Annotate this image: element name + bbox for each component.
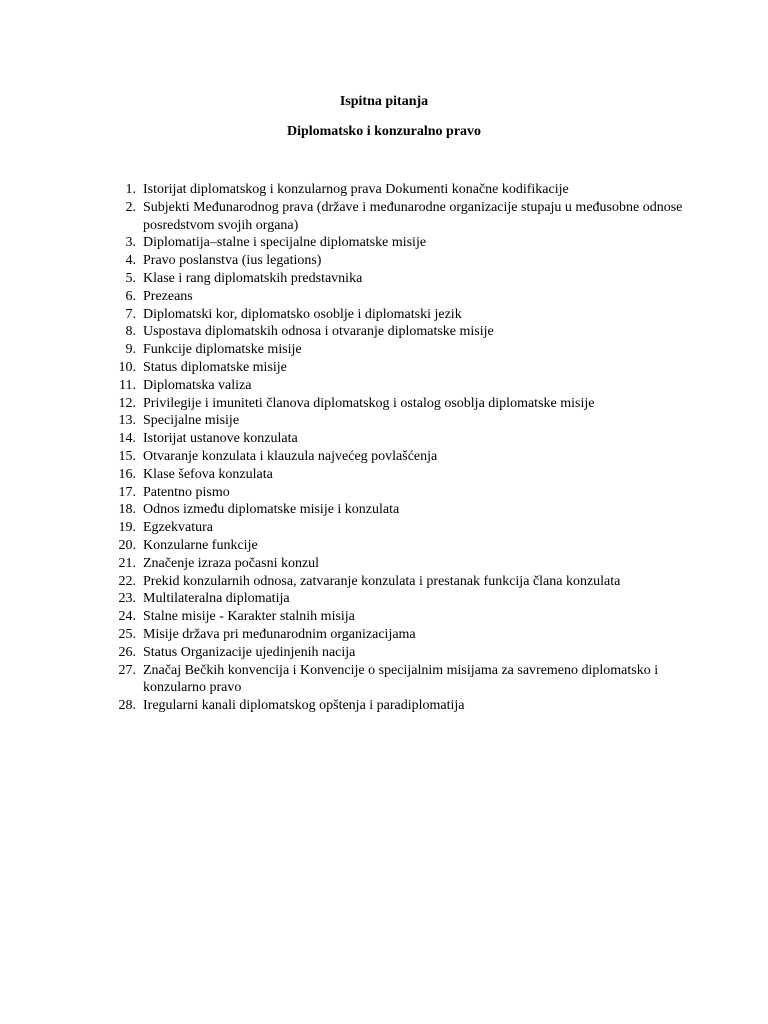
question-text: Iregularni kanali diplomatskog opštenja i paradiplomatija [143, 698, 465, 714]
question-item [110, 662, 710, 698]
question-text: Klase i rang diplomatskih predstavnika [143, 270, 363, 286]
question-item [110, 359, 710, 377]
question-item [110, 555, 710, 573]
question-number: 7. [125, 306, 136, 322]
question-item [110, 697, 710, 715]
question-number: 21. [118, 555, 136, 571]
question-number: 3. [125, 235, 136, 251]
question-item [110, 288, 710, 306]
question-item [110, 199, 710, 235]
question-number: 20. [118, 537, 136, 553]
document-title: Ispitna pitanja [339, 94, 429, 109]
questions-list [110, 181, 710, 715]
question-item [110, 466, 710, 484]
question-text: Pravo poslanstva (ius legations) [143, 253, 322, 269]
question-text: Značenje izraza počasni konzul [143, 555, 320, 571]
question-text: Istorijat diplomatskog i konzularnog prava Dokumenti konačne kodifikacije [143, 182, 569, 197]
question-item [110, 608, 710, 626]
question-text: Funkcije diplomatske misije [143, 342, 302, 358]
question-number: 10. [118, 359, 136, 375]
question-text: Misije država pri međunarodnim organizacijama [143, 626, 416, 642]
question-number: 19. [118, 520, 136, 536]
question-number: 15. [118, 448, 136, 464]
question-item [110, 573, 710, 591]
question-number: 12. [118, 395, 136, 411]
question-text: Diplomatski kor, diplomatsko osoblje i diplomatski jezik [143, 306, 462, 322]
question-number: 23. [118, 591, 136, 607]
question-number: 25. [118, 626, 136, 642]
question-text: Istorijat ustanove konzulata [143, 431, 298, 447]
question-number: 16. [118, 466, 136, 482]
question-text: Diplomatija–stalne i specijalne diplomatske misije [143, 235, 427, 251]
question-number: 14. [118, 431, 136, 447]
question-number: 9. [125, 342, 136, 358]
question-number: 24. [118, 609, 136, 625]
question-number: 11. [119, 377, 136, 393]
question-text: Status diplomatske misije [143, 359, 287, 375]
question-item [110, 323, 710, 341]
question-text: Konzularne funkcije [143, 537, 258, 553]
question-number: 1. [125, 182, 136, 197]
question-text: Značaj Bečkih konvencija i Konvencije o specijalnim misijama za savremeno diplomatsko i konzularno pravo [143, 662, 659, 696]
question-item [110, 626, 710, 644]
question-number: 8. [125, 324, 136, 340]
question-item [110, 519, 710, 537]
question-item [110, 270, 710, 288]
question-text: Status Organizacije ujedinjenih nacija [143, 644, 356, 660]
question-item [110, 537, 710, 555]
question-text: Patentno pismo [143, 484, 230, 500]
question-number: 2. [125, 199, 136, 215]
question-item [110, 234, 710, 252]
document-subtitle: Diplomatsko i konzuralno pravo [286, 124, 482, 139]
question-number: 13. [118, 413, 136, 429]
question-item [110, 341, 710, 359]
question-text: Stalne misije - Karakter stalnih misija [143, 609, 355, 625]
question-text: Odnos između diplomatske misije i konzulata [143, 502, 400, 518]
question-text: Subjekti Međunarodnog prava (države i međunarodne organizacije stupaju u međusobne odnose posredstvom svojih organa) [143, 199, 683, 233]
question-text: Prekid konzularnih odnosa, zatvaranje konzulata i prestanak funkcija člana konzulata [143, 573, 621, 589]
question-number: 5. [125, 270, 136, 286]
question-item [110, 306, 710, 324]
question-text: Specijalne misije [143, 413, 240, 429]
question-item [110, 448, 710, 466]
question-text: Multilateralna diplomatija [143, 591, 290, 607]
question-item [110, 377, 710, 395]
question-text: Diplomatska valiza [143, 377, 252, 393]
question-number: 6. [125, 288, 136, 304]
question-item [110, 484, 710, 502]
question-number: 22. [118, 573, 136, 589]
question-item [110, 501, 710, 519]
question-number: 17. [118, 484, 136, 500]
question-text: Uspostava diplomatskih odnosa i otvaranje diplomatske misije [143, 324, 494, 340]
question-item [110, 430, 710, 448]
question-number: 28. [118, 698, 136, 714]
question-number: 18. [118, 502, 136, 518]
question-number: 27. [118, 662, 136, 678]
question-text: Klase šefova konzulata [143, 466, 273, 482]
question-item [110, 644, 710, 662]
question-number: 4. [125, 253, 136, 269]
question-item [110, 412, 710, 430]
question-item [110, 252, 710, 270]
question-number: 26. [118, 644, 136, 660]
question-item [110, 181, 710, 199]
question-text: Privilegije i imuniteti članova diplomatskog i ostalog osoblja diplomatske misije [143, 395, 595, 411]
question-item [110, 395, 710, 413]
question-text: Egzekvatura [143, 520, 213, 536]
question-item [110, 590, 710, 608]
question-text: Otvaranje konzulata i klauzula najvećeg povlašćenja [143, 448, 438, 464]
question-text: Prezeans [143, 288, 193, 304]
